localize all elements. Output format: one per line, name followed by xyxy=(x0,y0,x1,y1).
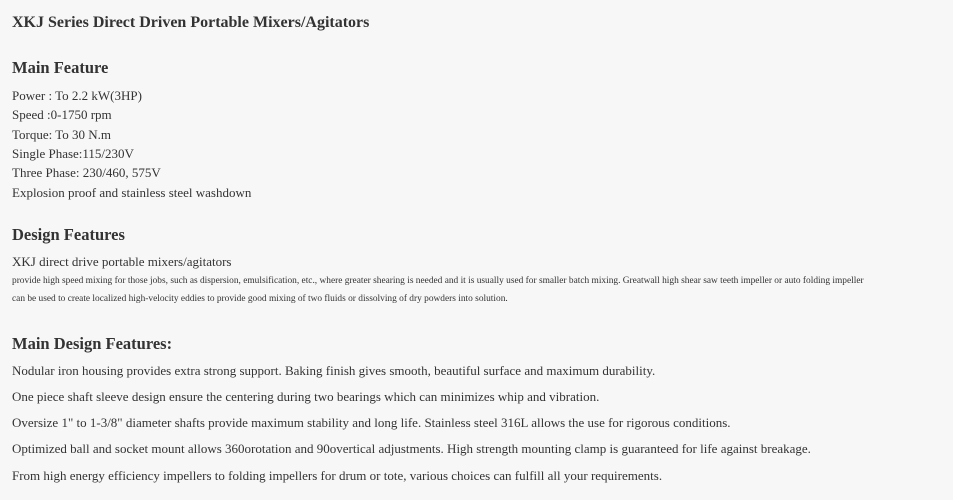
design-feature-item: From high energy efficiency impellers to folding impellers for drum or tote, various choices can fulfill all your requirements. xyxy=(12,468,663,483)
design-feature-item: Oversize 1" to 1-3/8" diameter shafts provide maximum stability and long life. Stainless steel 316L allows the use for rigorous conditions. xyxy=(12,415,731,430)
main-design-features-heading: Main Design Features: xyxy=(12,334,173,353)
design-feature-item: One piece shaft sleeve design ensure the centering during two bearings which can minimizes whip and vibration. xyxy=(12,389,600,404)
design-features-heading: Design Features xyxy=(12,225,125,244)
feature-line-power: Power : To 2.2 kW(3HP) xyxy=(12,88,142,103)
feature-line-single-phase: Single Phase:115/230V xyxy=(12,146,134,161)
feature-line-speed: Speed :0-1750 rpm xyxy=(12,107,112,122)
design-features-lead: XKJ direct drive portable mixers/agitators xyxy=(12,254,232,269)
feature-line-explosion-proof: Explosion proof and stainless steel washdown xyxy=(12,185,252,200)
design-features-text-line: can be used to create localized high-velocity eddies to provide good mixing of two fluids or dissolving of dry powders into solution. xyxy=(12,294,508,304)
design-feature-item: Nodular iron housing provides extra strong support. Baking finish gives smooth, beautiful surface and maximum durability. xyxy=(12,363,656,378)
page-title: XKJ Series Direct Driven Portable Mixers/Agitators xyxy=(12,14,370,31)
design-feature-item: Optimized ball and socket mount allows 360orotation and 90overtical adjustments. High strength mounting clamp is guaranteed for life against breakage. xyxy=(12,441,811,456)
design-features-text-line: provide high speed mixing for those jobs, such as dispersion, emulsification, etc., where greater shearing is needed and it is usually used for smaller batch mixing. Greatwall high shear saw teeth impeller or auto folding impeller xyxy=(12,276,864,286)
main-feature-heading: Main Feature xyxy=(12,58,109,77)
feature-line-three-phase: Three Phase: 230/460, 575V xyxy=(12,165,161,180)
feature-line-torque: Torque: To 30 N.m xyxy=(12,127,112,142)
